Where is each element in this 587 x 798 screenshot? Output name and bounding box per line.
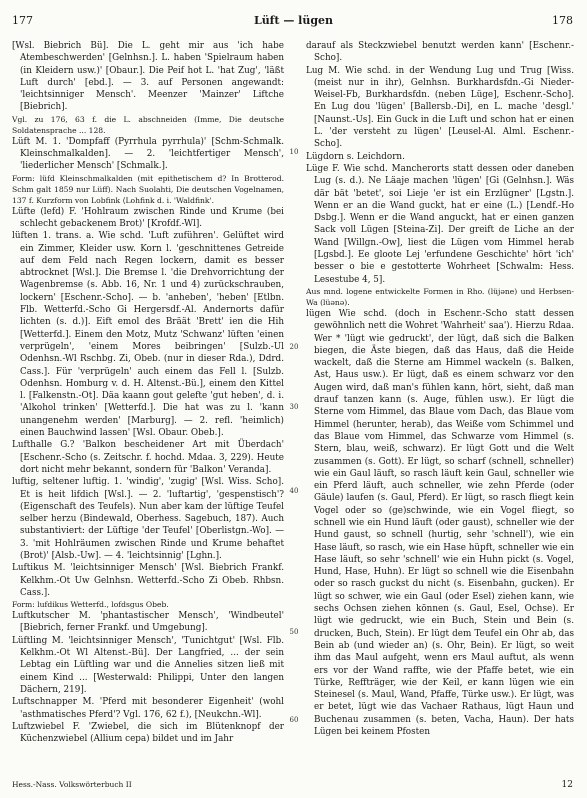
entry-paragraph: Lüft M. 1. 'Dompfaff (Pyrrhula pyrrhula)' [Schm-Schmalk. Kleinschmalkalden]. — 2. 'leichtfertiger Mensch', 'liederlicher Mensch' [Schmalk.]. xyxy=(12,136,284,172)
entry-paragraph: darauf als Steckzwiebel benutzt werden kann' [Eschenr.-Scho]. xyxy=(306,41,574,64)
left-column xyxy=(12,40,284,780)
entry-paragraph: Lüge F. Wie schd. Mancherorts statt dessen oder daneben Lug (s. d.). Ne Läaje machen 'lügen' [Gi (Gelnhsn.]. Wäs där bät 'betet', soi Lieje 'er ist ein Erzlügner' [Lgstn.]. Wenn er an die Wand guckt, hat er eine (L.) [Lendf.-Ho Dsbg.]. Wenn er die Wand anguckt, hat er einen ganzen Sack voll Lügen [Steina-Zi]. Der greift de Liche an der Wand [Willgn.-Ow], liest die Lügen vom Himmel herab [Lgsbd.]. Ee gloote Lej 'erfundene Geschichte' hört 'ich' besser o bie e gestotterte Wohrheet [Schwalm: Hess. Lesestube 4, 5]. xyxy=(306,163,574,285)
line-number: 50 xyxy=(289,628,299,636)
entry-paragraph: Luftkutscher M. 'phantastischer Mensch', 'Windbeutel' [Biebrich, ferner Frankf. und Umgebung]. xyxy=(12,611,284,634)
line-number: 10 xyxy=(289,148,299,156)
line-number: 20 xyxy=(289,343,299,351)
page-header xyxy=(0,14,587,32)
entry-paragraph: Lufthalle G.? 'Balkon bescheidener Art mit Überdach' [Eschenr.-Scho (s. Zeitschr. f. hochd. Mdaa. 3, 229). Heute dort nicht mehr bekannt, sondern für 'Balkon' Veranda]. xyxy=(12,440,284,475)
footer-signature: 12 xyxy=(561,780,573,790)
line-number: 30 xyxy=(289,403,299,411)
right-column xyxy=(306,40,574,780)
footer-source: Hess.-Nass. Volkswörterbuch II xyxy=(12,780,132,789)
note-paragraph: Vgl. zu 176, 63 f. die L. abschneiden (Imme, Die deutsche Soldatensprache ... 128. xyxy=(12,114,284,135)
note-paragraph: Form: lufdikus Wetterfd., lofdsgus Obeb. xyxy=(12,600,169,610)
page-number-left: 177 xyxy=(12,14,33,27)
page-number-right: 178 xyxy=(552,14,573,27)
entry-paragraph: Luftschnapper M. 'Pferd mit besonderer Eigenheit' (wohl 'asthmatisches Pferd'? Vgl. 176, 62 f.), [Neukchn.-Wl]. xyxy=(12,697,284,720)
entry-paragraph: Lüfte (lefd) F. 'Hohlraum zwischen Rinde und Krume (bei schlecht gebackenem Brot)' [Krofdf.-Wl]. xyxy=(12,206,284,229)
note-paragraph: Aus mnd. logene entwickelte Formen in Rho. (lüjəne) und Herbsen-Wa (lüənə). xyxy=(306,286,574,307)
entry-paragraph: Lüftling M. 'leichtsinniger Mensch', 'Tunichtgut' [Wsl. Flb. Kelkhm.-Ot Wl Altenst.-Bü]. Der Langfried, ... der sein Lebtag ein Lüftling war und die Annelies sitzen ließ mit einem Kind ... [Westerwald: Philippi, Unter den langen Dächern, 219]. xyxy=(12,635,284,695)
note-paragraph: Form: lüfd Kleinschmalkalden (mit epithetischem d? In Brotterod. Schm galt 1859 nur Lüff). Nach Suolahti, Die deutschen Vogelnamen, 137 f. Kurzform von Lobfink ⟨Lohfink d. i. 'Waldfink'. xyxy=(12,173,284,205)
entry-paragraph: Luftikus M. 'leichtsinniger Mensch' [Wsl. Biebrich Frankf. Kelkhm.-Ot Uw Gelnhsn. Wetterfd.-Scho Zi Obeb. Rhbsn. Cass.]. xyxy=(12,563,284,598)
line-number: 40 xyxy=(289,487,299,495)
entry-paragraph: lügen Wie schd. (doch in Eschenr.-Scho statt dessen gewöhnlich nett die Wohret 'Wahrheit' saa'). Hierzu Rdaa. Wer * 'lügt wie gedruckt', der lügt, daß sich die Balken biegen, die Äste biegen, daß das Haus, daß die Heide wackelt, daß die Sterne am Himmel wackeln (s. Balken, Ast, Haus usw.). Er lügt, daß es einem schwarz vor den Augen wird, daß man's fühlen kann, hört, sieht, daß man drauf tanzen kann (s. Auge, fühlen usw.). Er lügt die Sterne vom Himmel, das Blaue vom Dach, das Blaue vom Himmel (herunter, herab), das Weiße vom Schimmel und das Blaue vom Himmel, das Schwarze vom Himmel (s. Stern, blau, weiß, schwarz). Er lügt Gott und die Welt zusammen (s. Gott). Er lügt, so scharf (schnell, schneller) wie ein Gaul läuft, so rasch läuft kein Gaul, schneller wie ein Pferd läuft, auch schneller, wie zehn Pferde (oder Gäule) laufen (s. Gaul, Pferd). Er lügt, so rasch fliegt kein Vogel oder so (ge)schwinde, wie ein Vogel fliegt, so schnell wie ein Hund läuft (oder gaust), schneller wie der Hund gaust, so schnell (hurtig, sehr 'schnell'), wie ein Hase läuft, so rasch, wie ein Hase hüpft, schneller wie ein Hase läuft, so sehr 'schnell' wie ein Huhn pickt (s. Vogel, Hund, Hase, Huhn). Er lügt so schnell wie die Eisenbahn oder so rasch guckst du nicht (s. Eisenbahn, gucken). Er lügt so schwer, wie ein Gaul (oder Esel) ziehen kann, wie sechs Ochsen ziehen können (s. Gaul, Esel, Ochse). Er lügt wie gedruckt, wie ein Buch, Stein und Bein (s. drucken, Buch, Stein). Er lügt dem Teufel ein Ohr ab, das Bein ab (und wieder an) (s. Ohr, Bein). Er lügt, so weit ihm das Maul aufgeht, wenn ers Maul auftut, als wenn ers vor der Wand raffte, wie der Pfaffe betet, wie ein Türke, Reffträger, wie der Keil, er kann lügen wie ein Steinesel (s. Maul, Wand, Pfaffe, Türke usw.). Er lügt, was er betet, lügt wie das Vachaer Rathaus, lügt Haun und Buchenau zusammen (s. beten, Vacha, Haun). Der hats Lügen bei keinem Pfosten xyxy=(306,308,574,738)
entry-paragraph: lüften 1. trans. a. Wie schd. 'Luft zuführen'. Gelüftet wird ein Zimmer, Kleider usw. Korn l. 'geschnittenes Getreide auf dem Feld nach Regen lockern, damit es besser abtrocknet [Wsl.]. Die Bremse l. 'die Drehvorrichtung der Wagenbremse (s. Abb. 16, Nr. 1 und 4) zurückschrauben, lockern' [Eschenr.-Scho]. — b. 'anheben', 'heben' [Etlbn. Flb. Wetterfd.-Scho Gi Hergersdf.-Al. Andernorts dafür lichten (s. d.)]. Eift emol des Bräät 'Brett' ien die Hih [Wetterfd.]. Einem den Motz, Mutz 'Schwanz' lüften 'einen verprügeln', 'einem Mores beibringen' [Sulzb.-Ul Odenhsn.-Wl Rschbg. Zi, Obeb. (nur in dieser Rda.), Ddrd. Cass.]. Für 'verprügeln' auch einem das Fell l. [Sulzb. Odenhsn. Homburg v. d. H. Altenst.-Bü.], einem den Kittel l. [Falkenstn.-Ot]. Däa kaann gout gelefte 'gut heben', d. i. 'Alkohol trinken' [Wetterfd.]. Die hat was zu l. 'kann unangenehm werden' [Marburg]. — 2. refl. 'heimlich) einen Bauchwind lassen' [Wsl. Obaur. Obeb.]. xyxy=(12,231,284,439)
line-number: 60 xyxy=(289,716,299,724)
entry-paragraph: Lug M. Wie schd. in der Wendung Lug und Trug [Wiss. (meist nur in ihr), Gelnhsn. Burkhardsfdn.-Gi Nieder-Weisel-Fb, Burkhardsfdn. (neben Lüge], Eschenr.-Scho]. En Lug dou 'lügen' [Ballersb.-Di], en L. mache 'desgl.' [Naunst.-Us]. Ein Guck in die Luft und schon hat er einen L. 'der versteht zu lügen' [Leusel-Al. Alml. Eschenr.-Scho]. xyxy=(306,65,574,150)
entry-paragraph: [Wsl. Biebrich Bü]. Die L. geht mir aus 'ich habe Atembeschwerden' [Gelnhsn.]. L. haben 'Spielraum haben (in Kleidern usw.)' [Obaur.]. Die Peif hot L. 'hat Zug', 'läßt Luft durch' [ebd.]. — 3. auf Personen angewandt: 'leichtsinniger Mensch'. Meenzer 'Mainzer' Liftche [Biebrich]. xyxy=(12,41,284,113)
page-title: Lüft — lügen xyxy=(253,14,334,27)
entry-paragraph: Luftzwiebel F. 'Zwiebel, die sich im Blütenknopf der Küchenzwiebel (Allium cepa) bildet und im Jahr xyxy=(12,721,284,745)
entry-paragraph: Lügdorn s. Leichdorn. xyxy=(306,151,405,162)
entry-paragraph: luftig, seltener luftig. 1. 'windig', 'zugig' [Wsl. Wiss. Scho]. Et is heit lifdich [Wsl.]. — 2. 'luftartig', 'gespenstisch'? (Eigenschaft des Teufels). Nun aber kam der lüftige Teufel selber herzu (Bindewald, Oberhess. Sagebuch, 187). Auch substantiviert: der Lüftige 'der Teufel' [Oberlistgn.-Wo]. — 3. 'mit Hohlräumen zwischen Rinde und Krume behaftet (Brot)' [Alsb.-Uw]. — 4. 'leichtsinnig' [Lghn.]. xyxy=(12,477,284,561)
